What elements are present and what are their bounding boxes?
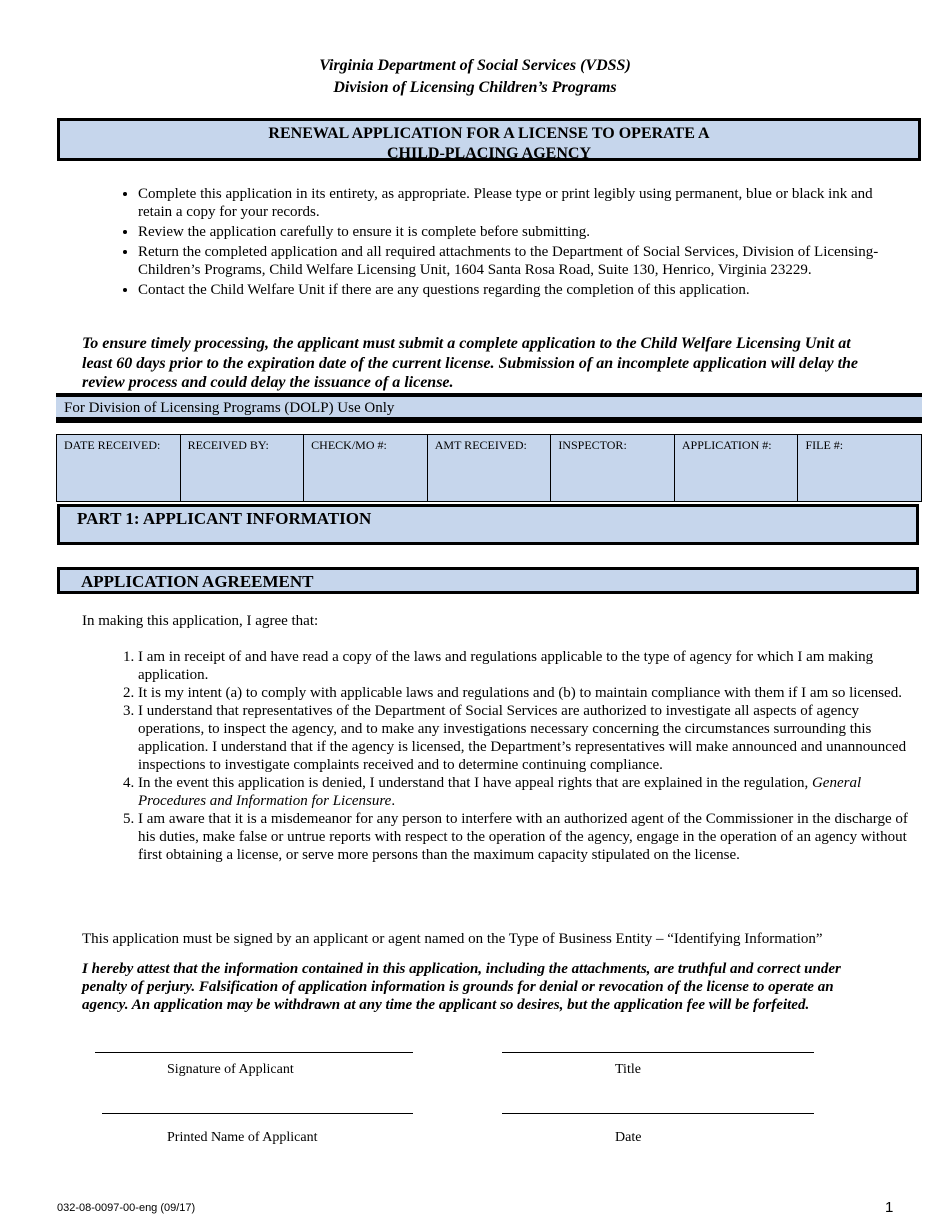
printed-name-line[interactable]	[102, 1113, 413, 1114]
agency-name: Virginia Department of Social Services (VDSS)	[319, 57, 631, 74]
attestation-statement: I hereby attest that the information contained in this application, including the attachments, are truthful and correct under penalty of perjury. Falsification of application information is grounds for denial or revocation of the license to operate an agency. An application may be withdrawn at any time the applicant so desires, but the application fee will be forfeited.	[82, 961, 841, 1013]
agreement-item: 2. It is my intent (a) to comply with applicable laws and regulations and (b) to maintain compliance with them if I am so licensed.	[138, 684, 908, 702]
instruction-item: • Return the completed application and all required attachments to the Department of Social Services, Division of Licensing-Children’s Programs, Child Welfare Licensing Unit, 1604 Santa Rosa Road, Suite 130, Henrico, Virginia 23229.	[138, 243, 898, 279]
form-title-line2: CHILD-PLACING AGENCY	[386, 145, 591, 162]
instruction-item: • Review the application carefully to ensure it is complete before submitting.	[138, 223, 898, 241]
part1-heading: PART 1: APPLICANT INFORMATION	[57, 504, 919, 545]
agreement-item-text: In the event this application is denied, I understand that I have appeal rights that are explained in the regulation,	[138, 775, 809, 791]
signature-line[interactable]	[95, 1052, 413, 1053]
instructions-list	[82, 185, 898, 301]
printed-name-label: Printed Name of Applicant	[167, 1130, 318, 1145]
form-code: 032-08-0097-00-eng (09/17)	[57, 1202, 196, 1214]
agreement-intro: In making this application, I agree that:	[82, 613, 319, 629]
regulation-title: General Procedures and Information for Licensure	[138, 775, 862, 809]
timely-processing-notice: To ensure timely processing, the applicant must submit a complete application to the Child Welfare Licensing Unit at least 60 days prior to the expiration date of the current license. Submission of an incomplete application will delay the review process and could delay the issuance of a license.	[82, 335, 859, 391]
dolp-application-number[interactable]: APPLICATION #:	[675, 435, 799, 501]
instruction-item: • Contact the Child Welfare Unit if there are any questions regarding the completion of this application.	[138, 281, 898, 299]
agreement-item: 5. I am aware that it is a misdemeanor for any person to interfere with an authorized agent of the Commissioner in the discharge of his duties, make false or untrue reports with respect to the operation of the agency, engage in the operation of an agency without first obtaining a license, or serve more persons than the maximum capacity stipulated on the license.	[138, 810, 908, 864]
dolp-fields	[56, 434, 922, 502]
agreement-list	[82, 648, 908, 864]
date-line[interactable]	[502, 1113, 814, 1114]
dolp-date-received[interactable]: DATE RECEIVED:	[57, 435, 181, 501]
dolp-inspector[interactable]: INSPECTOR:	[551, 435, 675, 501]
dolp-heading: For Division of Licensing Programs (DOLP) Use Only	[56, 393, 922, 423]
title-line[interactable]	[502, 1052, 814, 1053]
title-label: Title	[615, 1062, 641, 1077]
agreement-item: 1. I am in receipt of and have read a copy of the laws and regulations applicable to the type of agency for which I am making application.	[138, 648, 908, 684]
instruction-item: • Complete this application in its entirety, as appropriate. Please type or print legibly using permanent, blue or black ink and retain a copy for your records.	[138, 185, 898, 221]
agreement-item: 3. I understand that representatives of the Department of Social Services are authorized to investigate all aspects of agency operations, to inspect the agency, and to make any investigations necessary concerning the circumstances surrounding this application. I understand that if the agency is licensed, the Department’s representatives will make announced and unannounced inspections to investigate complaints received and to determine continuing compliance.	[138, 702, 908, 774]
date-label: Date	[615, 1130, 642, 1145]
dolp-amt-received[interactable]: AMT RECEIVED:	[428, 435, 552, 501]
page-number: 1	[885, 1199, 894, 1216]
division-name: Division of Licensing Children’s Programs	[333, 79, 617, 96]
dolp-check-mo[interactable]: CHECK/MO #:	[304, 435, 428, 501]
agreement-heading: APPLICATION AGREEMENT	[57, 567, 919, 594]
signature-requirement-note: This application must be signed by an applicant or agent named on the Type of Business Entity – “Identifying Information”	[82, 931, 823, 947]
agreement-item: 4. In the event this application is denied, I understand that I have appeal rights that are explained in the regulation, General Procedures and Information for Licensure.	[138, 774, 908, 810]
form-title-line1: RENEWAL APPLICATION FOR A LICENSE TO OPERATE A	[268, 125, 710, 142]
signature-label: Signature of Applicant	[167, 1062, 294, 1077]
form-title	[57, 118, 921, 161]
dolp-file-number[interactable]: FILE #:	[805, 438, 844, 452]
dolp-received-by[interactable]: RECEIVED BY:	[181, 435, 305, 501]
